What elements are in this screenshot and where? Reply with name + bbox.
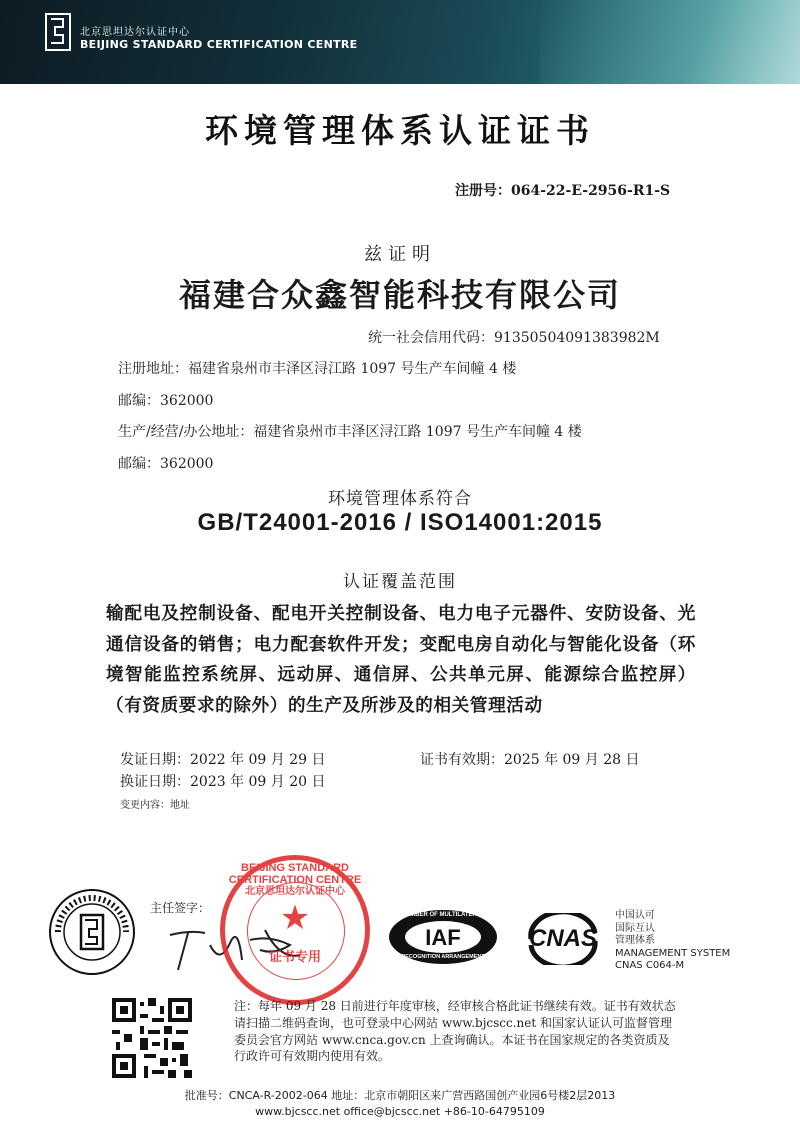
- certificate-title: 环境管理体系认证证书: [205, 111, 595, 150]
- operation-address: 生产/经营/办公地址：福建省泉州市丰泽区浔江路 1097 号生产车间幢 4 楼: [118, 424, 582, 440]
- iaf-top-text: MEMBER OF MULTILATERAL: [401, 912, 485, 918]
- cnas-line-1: 中国认可: [615, 910, 655, 921]
- cnas-line-3: 管理体系: [615, 935, 655, 946]
- header-org-cn: 北京思坦达尔认证中心: [80, 27, 190, 38]
- registration-number: 注册号：064-22-E-2956-R1-S: [455, 183, 671, 199]
- valid-date: 证书有效期：2025 年 09 月 28 日: [420, 752, 640, 768]
- cnas-description: [615, 910, 730, 973]
- bscc-logo-icon: [45, 13, 71, 51]
- cnas-logo: [523, 913, 603, 965]
- registered-address: 注册地址：福建省泉州市丰泽区浔江路 1097 号生产车间幢 4 楼: [118, 361, 517, 377]
- cnas-line-4: MANAGEMENT SYSTEM: [615, 947, 731, 959]
- certify-text: 兹证明: [364, 244, 436, 265]
- bscc-round-logo-icon: [48, 888, 136, 976]
- scope-text: 输配电及控制设备、配电开关控制设备、电力电子元器件、安防设备、光通信设备的销售；电力配套软件开发；变配电房自动化与智能化设备（环境智能监控系统屏、远动屏、通信屏、公共单元屏、能源综合监控屏）（有资质要求的除外）的生产及所涉及的相关管理活动: [106, 603, 696, 716]
- cnas-line-5: CNAS C064-M: [615, 960, 685, 971]
- scope-title: 认证覆盖范围: [343, 572, 457, 592]
- signature-label: 主任签字：: [150, 901, 211, 915]
- qr-code-icon[interactable]: [112, 998, 192, 1078]
- iaf-logo: [387, 908, 499, 966]
- official-seal: [220, 855, 370, 1005]
- company-name: 福建合众鑫智能科技有限公司: [178, 276, 621, 314]
- footer-contact: www.bjcscc.net office@bjcscc.net +86-10-64795109: [255, 1105, 545, 1118]
- reissue-date: 换证日期：2023 年 09 月 20 日: [120, 774, 326, 790]
- footer-address: 批准号：CNCA-R-2002-064 地址：北京市朝阳区来广营西路国创产业园6号楼2层2013: [184, 1089, 616, 1102]
- standard-intro: 环境管理体系符合: [328, 489, 472, 509]
- issue-date: 发证日期：2022 年 09 月 29 日: [120, 752, 326, 768]
- registered-postcode: 邮编：362000: [118, 393, 214, 409]
- seal-inner-text: 北京思坦达尔认证中心: [245, 886, 345, 897]
- header-org-en: BEIJING STANDARD CERTIFICATION CENTRE: [80, 38, 358, 51]
- seal-star-icon: ★: [279, 898, 311, 938]
- operation-postcode: 邮编：362000: [118, 456, 214, 472]
- iaf-main-text: IAF: [425, 925, 461, 950]
- annual-audit-note: 注：每年 09 月 28 日前进行年度审核，经审核合格此证书继续有效。证书有效状态请扫描二维码查询，也可登录中心网站 www.bjcscc.net 和国家认证认可监督管理委员会官方网站 www.cnca.gov.cn 上查询确认。本证书在国家规定的各类资质及行政许可有效期内使用有效。: [234, 999, 676, 1064]
- credit-code: 统一社会信用代码：913505040913839​82M: [368, 330, 660, 346]
- standard-code: GB/T24001-2016 / ISO14001:2015: [197, 509, 603, 536]
- change-content: 变更内容：地址: [120, 800, 190, 811]
- iaf-bottom-text: RECOGNITION ARRANGEMENT: [401, 954, 485, 960]
- cnas-line-2: 国际互认: [615, 922, 655, 934]
- cnas-text: CNAS: [528, 925, 597, 952]
- seal-use-text: 证书专用: [268, 950, 321, 965]
- seal-ring-text: BEIJING STANDARD CERTIFICATION CENTRE: [228, 862, 362, 886]
